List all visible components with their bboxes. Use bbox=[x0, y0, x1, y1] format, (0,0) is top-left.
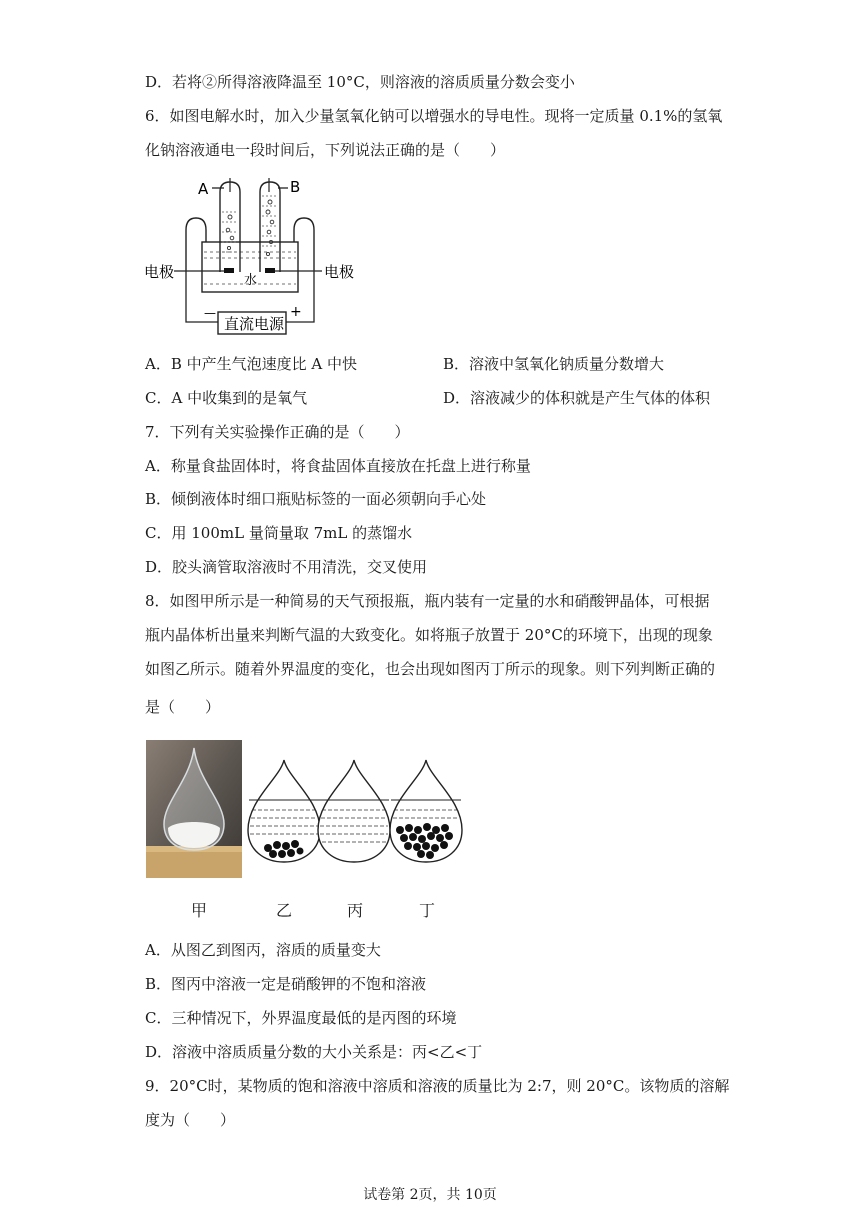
q7-option-c: C．用 100mL 量筒量取 7mL 的蒸馏水 bbox=[145, 524, 413, 542]
page-footer: 试卷第 2页，共 10页 bbox=[363, 1187, 497, 1203]
q8-option-c: C．三种情况下，外界温度最低的是丙图的环境 bbox=[145, 1009, 457, 1027]
q8-stem-line1: 8．如图甲所示是一种简易的天气预报瓶，瓶内装有一定量的水和硝酸钾晶体，可根据 bbox=[145, 592, 710, 610]
electrode-left-label: 电极 bbox=[144, 263, 175, 281]
bottle-diagrams bbox=[240, 756, 468, 866]
q6-stem-line1: 6．如图电解水时，加入少量氢氧化钠可以增强水的导电性。现将一定质量 0.1%的氢氧 bbox=[145, 107, 723, 125]
bottle-bing bbox=[318, 760, 390, 862]
water-label: 水 bbox=[244, 273, 258, 288]
q8-stem-line2: 瓶内晶体析出量来判断气温的大致变化。如将瓶子放置于 20°C的环境下，出现的现象 bbox=[145, 626, 713, 644]
tube-b-label: B bbox=[290, 178, 301, 196]
q7-option-b: B．倾倒液体时细口瓶贴标签的一面必须朝向手心处 bbox=[145, 490, 487, 508]
q6-option-a: A．B 中产生气泡速度比 A 中快 bbox=[145, 355, 357, 373]
q7-stem: 7．下列有关实验操作正确的是（ ） bbox=[145, 423, 410, 441]
electrode-right-label: 电极 bbox=[324, 263, 355, 281]
q6-stem-line2: 化钠溶液通电一段时间后，下列说法正确的是（ ） bbox=[145, 141, 506, 159]
label-jia: 甲 bbox=[191, 901, 208, 920]
q8-option-b: B．图丙中溶液一定是硝酸钾的不饱和溶液 bbox=[145, 975, 427, 993]
q8-stem-line3: 如图乙所示。随着外界温度的变化，也会出现如图丙丁所示的现象。则下列判断正确的 bbox=[145, 660, 716, 678]
q7-option-d: D．胶头滴管取溶液时不用清洗，交叉使用 bbox=[145, 558, 428, 576]
q6-option-b: B．溶液中氢氧化钠质量分数增大 bbox=[443, 355, 665, 373]
q6-option-d: D．溶液减少的体积就是产生气体的体积 bbox=[443, 389, 711, 407]
weather-bottle-photo bbox=[146, 740, 242, 878]
plus-sign: + bbox=[290, 304, 302, 320]
electrolysis-diagram bbox=[140, 172, 360, 344]
power-supply-label: 直流电源 bbox=[224, 315, 285, 333]
label-bing: 丙 bbox=[347, 901, 364, 920]
q8-option-a: A．从图乙到图丙，溶质的质量变大 bbox=[145, 941, 381, 959]
q7-option-a: A．称量食盐固体时，将食盐固体直接放在托盘上进行称量 bbox=[145, 457, 531, 475]
q9-stem-line2: 度为（ ） bbox=[145, 1111, 236, 1129]
label-ding: 丁 bbox=[419, 901, 436, 920]
q8-option-d: D．溶液中溶质质量分数的大小关系是：丙<乙<丁 bbox=[145, 1043, 483, 1061]
q6-option-c: C．A 中收集到的是氧气 bbox=[145, 389, 308, 407]
q9-stem-line1: 9．20°C时，某物质的饱和溶液中溶质和溶液的质量比为 2:7，则 20°C。该物质的溶解 bbox=[145, 1077, 730, 1095]
tube-a-label: A bbox=[198, 180, 209, 198]
minus-sign: — bbox=[204, 306, 216, 320]
label-yi: 乙 bbox=[276, 901, 293, 920]
q8-stem-line4: 是（ ） bbox=[145, 698, 221, 716]
q5-option-d: D．若将②所得溶液降温至 10°C，则溶液的溶质质量分数会变小 bbox=[145, 73, 575, 91]
